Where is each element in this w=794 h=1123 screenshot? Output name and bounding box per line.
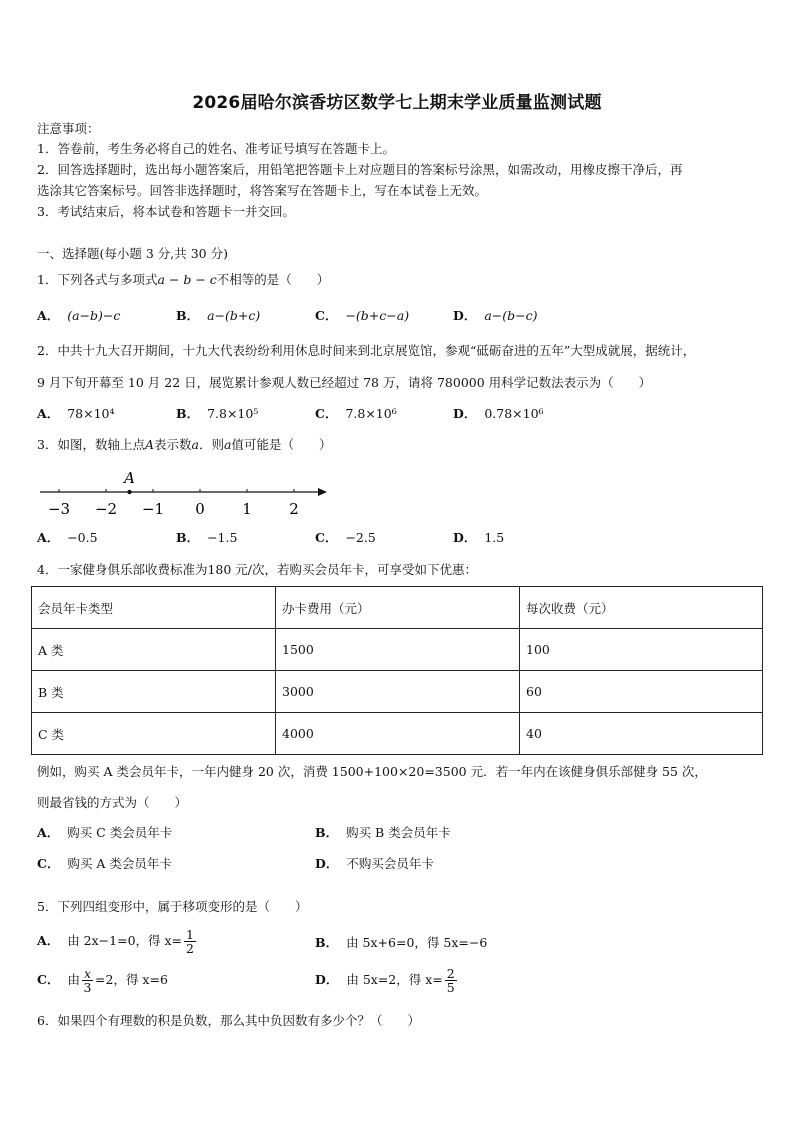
question-2-line-2: 9 月下旬开幕至 10 月 22 日，展览累计参观人数已经超过 78 万，请将 780000 用科学记数法表示为（ ） — [37, 375, 652, 390]
page-title: 2026届哈尔滨香坊区数学七上期末学业质量监测试题 — [192, 93, 602, 113]
q1-option-b[interactable]: B． a−(b+c) — [176, 308, 261, 323]
number-line-ticks — [48, 489, 299, 518]
notice-item-1: 1．答卷前，考生务必将自己的姓名、准考证号填写在答题卡上。 — [37, 141, 395, 156]
point-a-dot — [127, 490, 131, 494]
point-a-label: A — [124, 469, 135, 487]
table-cell: 40 — [520, 713, 763, 755]
q2-option-a[interactable]: A． 78×10⁴ — [37, 406, 115, 421]
table-cell: 3000 — [276, 671, 520, 713]
table-cell: C 类 — [32, 713, 276, 755]
q4-option-d[interactable]: D． 不购买会员年卡 — [315, 856, 434, 871]
table-cell: 1500 — [276, 629, 520, 671]
section-heading: 一、选择题(每小题 3 分,共 30 分) — [37, 246, 228, 261]
fee-table — [31, 586, 763, 755]
number-line-tick-label: 0 — [195, 500, 205, 518]
q5-option-a[interactable]: A． 由 2x−1=0，得 x= $\frac{1}{2}$ — [37, 927, 194, 956]
q3-option-d[interactable]: D． 1.5 — [453, 530, 505, 545]
table-cell: 60 — [520, 671, 763, 713]
table-header-cell: 办卡费用（元） — [276, 587, 520, 629]
notice-heading: 注意事项： — [37, 121, 100, 136]
q4-option-b[interactable]: B． 购买 B 类会员年卡 — [315, 825, 451, 840]
table-header-row — [32, 587, 763, 629]
table-header-cell: 每次收费（元） — [520, 587, 763, 629]
fraction: $\frac{x}{3}$ — [83, 966, 92, 995]
question-1-stem: 1．下列各式与多项式a − b − c不相等的是（ ） — [37, 272, 330, 287]
question-4-stem: 4．一家健身俱乐部收费标准为180 元/次，若购买会员年卡，可享受如下优惠： — [37, 562, 477, 577]
table-header-cell: 会员年卡类型 — [32, 587, 276, 629]
q4-option-c[interactable]: C． 购买 A 类会员年卡 — [37, 856, 172, 871]
question-5-stem: 5．下列四组变形中，属于移项变形的是（ ） — [37, 899, 308, 914]
q5-option-d[interactable]: D． 由 5x=2，得 x= $\frac{2}{5}$ — [315, 966, 455, 995]
question-6-stem: 6．如果四个有理数的积是负数，那么其中负因数有多少个？（ ） — [37, 1013, 420, 1028]
q2-option-b[interactable]: B． 7.8×10⁵ — [176, 406, 259, 421]
table-cell: 100 — [520, 629, 763, 671]
q4-option-a[interactable]: A． 购买 C 类会员年卡 — [37, 825, 173, 840]
q2-option-c[interactable]: C． 7.8×10⁶ — [315, 406, 397, 421]
q2-option-d[interactable]: D． 0.78×10⁶ — [453, 406, 544, 421]
table-cell: 4000 — [276, 713, 520, 755]
q5-option-b[interactable]: B． 由 5x+6=0，得 5x=−6 — [315, 935, 488, 950]
number-line-arrow — [318, 488, 327, 496]
q3-option-a[interactable]: A． −0.5 — [37, 530, 98, 545]
table-row — [32, 713, 763, 755]
question-4-example: 例如，购买 A 类会员年卡，一年内健身 20 次，消费 1500+100×20=3500 元．若一年内在该健身俱乐部健身 55 次， — [37, 764, 707, 779]
notice-item-2: 2．回答选择题时，选出每小题答案后，用铅笔把答题卡上对应题目的答案标号涂黑，如需改动，用橡皮擦干净后，再 — [37, 162, 683, 177]
question-3-stem: 3．如图，数轴上点A表示数a．则a值可能是（ ） — [37, 437, 332, 452]
q5-option-c[interactable]: C． 由 $\frac{x}{3}$ =2，得 x=6 — [37, 966, 168, 995]
q1-option-a[interactable]: A． (a−b)−c — [37, 308, 121, 323]
number-line-tick-label: 2 — [289, 500, 299, 518]
question-2-line-1: 2．中共十九大召开期间，十九大代表纷纷利用休息时间来到北京展览馆，参观“砥砺奋进的五年”大型成就展，据统计， — [37, 343, 696, 358]
q3-option-c[interactable]: C． −2.5 — [315, 530, 376, 545]
number-line-tick-label: −2 — [94, 500, 118, 518]
fraction: $\frac{2}{5}$ — [446, 966, 455, 995]
notice-item-3: 3．考试结束后，将本试卷和答题卡一并交回。 — [37, 204, 295, 219]
q1-option-c[interactable]: C． −(b+c−a) — [315, 308, 410, 323]
table-cell: B 类 — [32, 671, 276, 713]
number-line-tick-label: 1 — [242, 500, 252, 518]
q1-option-d[interactable]: D． a−(b−c) — [453, 308, 538, 323]
table-cell: A 类 — [32, 629, 276, 671]
question-4-ask: 则最省钱的方式为（ ） — [37, 795, 188, 810]
number-line-tick-label: −1 — [141, 500, 165, 518]
q3-option-b[interactable]: B． −1.5 — [176, 530, 238, 545]
number-line-figure — [36, 464, 336, 520]
number-line-tick-label: −3 — [47, 500, 71, 518]
notice-item-2-cont: 选涂其它答案标号。回答非选择题时，将答案写在答题卡上，写在本试卷上无效。 — [37, 183, 488, 198]
q1-expression: a − b − c — [157, 272, 217, 287]
fraction: $\frac{1}{2}$ — [186, 927, 194, 956]
table-row — [32, 629, 763, 671]
table-row — [32, 671, 763, 713]
